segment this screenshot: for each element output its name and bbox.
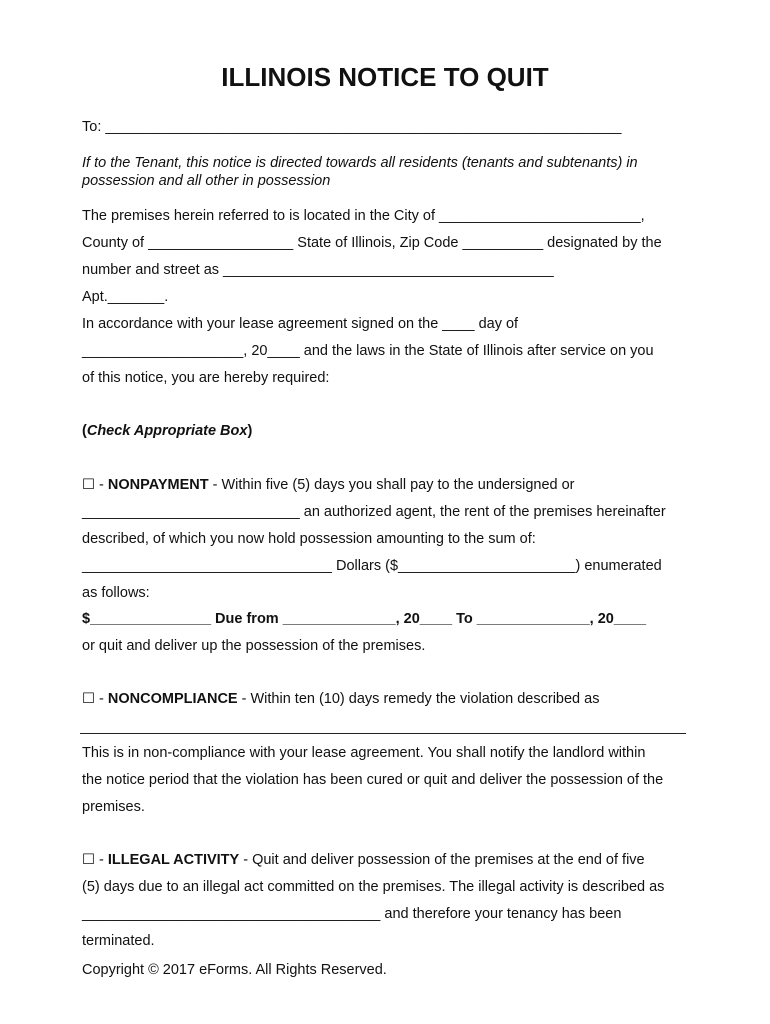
premises-line-3: number and street as _________________________________________ [82, 262, 554, 278]
nonpayment-line-3: described, of which you now hold possession amounting to the sum of: [82, 531, 536, 547]
illegal-line-1 [82, 851, 645, 869]
noncompliance-line-1-text: - Within ten (10) days remedy the violation described as [237, 691, 600, 707]
illegal-line-2: (5) days due to an illegal act committed on the premises. The illegal activity is described as [82, 879, 665, 895]
illegal-line-3: _____________________________________ and therefore your tenancy has been [82, 906, 622, 922]
noncompliance-line-2: This is in non-compliance with your lease agreement. You shall notify the landlord within [82, 745, 646, 761]
premises-line-4: Apt._______. [82, 289, 169, 305]
noncompliance-heading: NONCOMPLIANCE [107, 691, 238, 707]
nonpayment-line-5: as follows: [82, 585, 150, 601]
illegal-activity-checkbox[interactable]: ☐ [82, 852, 95, 868]
intro-line-1: If to the Tenant, this notice is directed towards all residents (tenants and subtenants) in [82, 155, 638, 171]
premises-line-2: County of __________________ State of Illinois, Zip Code __________ designated by the [82, 235, 662, 251]
copyright-footer: Copyright © 2017 eForms. All Rights Reserved. [82, 962, 387, 978]
check-appropriate-box-heading [82, 422, 252, 440]
illegal-line-1-text: - Quit and deliver possession of the premises at the end of five [239, 852, 645, 868]
nonpayment-line-1-text: - Within five (5) days you shall pay to the undersigned or [208, 477, 575, 493]
nonpayment-line-2: ___________________________ an authorized agent, the rent of the premises hereinafter [82, 504, 666, 520]
noncompliance-line-1 [82, 690, 599, 708]
nonpayment-line-1 [82, 476, 575, 494]
intro-line-2: possession and all other in possession [82, 173, 331, 189]
paren-close: ) [247, 423, 253, 439]
document-title: ILLINOIS NOTICE TO QUIT [221, 62, 549, 92]
nonpayment-checkbox[interactable]: ☐ [82, 477, 95, 493]
nonpayment-heading: NONPAYMENT [107, 477, 209, 493]
nonpayment-line-7: or quit and deliver up the possession of the premises. [82, 638, 426, 654]
illegal-heading: ILLEGAL ACTIVITY [107, 852, 240, 868]
noncompliance-dash: - [95, 691, 108, 707]
paren-open: ( [82, 423, 87, 439]
nonpayment-line-6: $_______________ Due from ______________, 20____ To ______________, 20____ [82, 611, 647, 627]
premises-line-5: In accordance with your lease agreement signed on the ____ day of [82, 316, 519, 332]
premises-line-6: ____________________, 20____ and the laws in the State of Illinois after service on you [82, 343, 654, 359]
premises-line-1: The premises herein referred to is located in the City of _________________________, [82, 208, 645, 224]
check-box-text: Check Appropriate Box [86, 423, 248, 439]
illegal-dash: - [95, 852, 108, 868]
noncompliance-line-3: the notice period that the violation has been cured or quit and deliver the possession of the [82, 772, 664, 788]
illegal-line-4: terminated. [82, 933, 155, 949]
noncompliance-line-4: premises. [82, 799, 145, 815]
to-line: To: ________________________________________________________________ [82, 119, 622, 135]
nonpayment-dash: - [95, 477, 108, 493]
noncompliance-checkbox[interactable]: ☐ [82, 691, 95, 707]
violation-blank-line [80, 733, 686, 734]
nonpayment-line-4: _______________________________ Dollars ($______________________) enumerated [82, 558, 662, 574]
premises-line-7: of this notice, you are hereby required: [82, 370, 330, 386]
